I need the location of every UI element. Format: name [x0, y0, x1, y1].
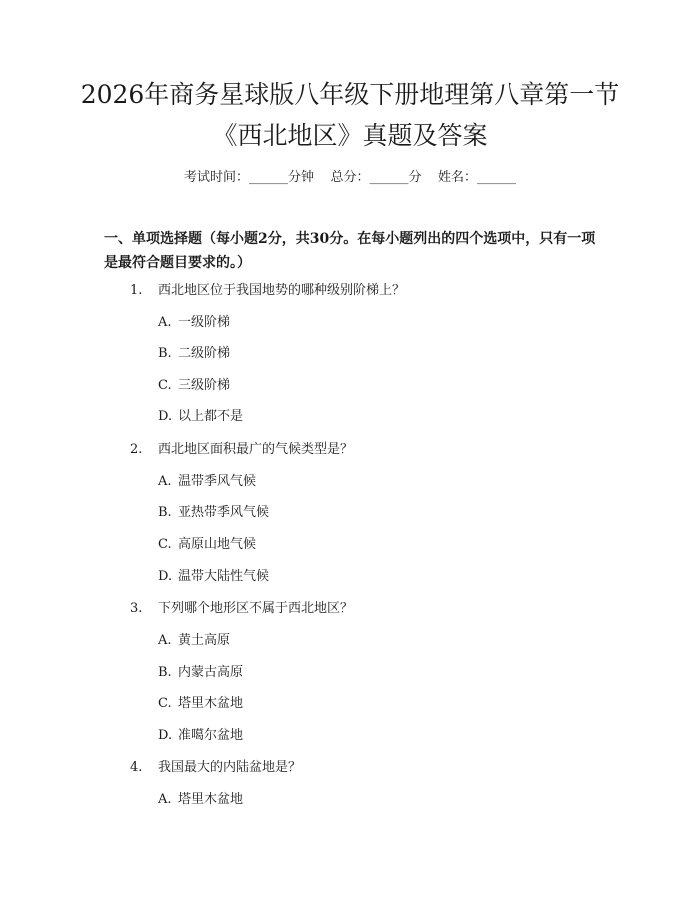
question-number: 4.	[130, 760, 143, 775]
option-2c	[158, 535, 256, 555]
question-1	[130, 281, 405, 301]
option-letter: D.	[158, 728, 173, 743]
option-letter: A.	[158, 315, 172, 330]
option-letter: C.	[158, 696, 172, 711]
option-3b	[158, 663, 243, 683]
option-letter: D.	[158, 409, 173, 424]
exam-info-line: 考试时间：______分钟 总分：______分 姓名：______	[183, 170, 517, 185]
question-4	[130, 758, 301, 778]
option-letter: A.	[158, 633, 172, 648]
option-2a	[158, 472, 256, 492]
option-2d	[158, 567, 269, 587]
document-title: 2026年商务星球版八年级下册地理第八章第一节《西北地区》真题及答案	[80, 80, 620, 150]
question-number: 3.	[130, 601, 143, 616]
option-3d	[158, 726, 243, 746]
option-text: 高原山地气候	[178, 537, 257, 552]
option-3c	[158, 694, 243, 714]
option-1c	[158, 376, 230, 396]
question-3	[130, 599, 353, 619]
option-text: 黄土高原	[178, 633, 231, 648]
option-letter: A.	[158, 792, 172, 807]
question-text: 我国最大的内陆盆地是？	[158, 760, 302, 775]
option-1a	[158, 313, 230, 333]
option-text: 亚热带季风气候	[178, 505, 270, 520]
option-text: 塔里木盆地	[178, 792, 244, 807]
option-letter: B.	[158, 346, 172, 361]
option-text: 以上都不是	[178, 409, 244, 424]
option-letter: A.	[158, 474, 172, 489]
option-text: 二级阶梯	[178, 346, 231, 361]
question-text: 西北地区位于我国地势的哪种级别阶梯上？	[158, 283, 406, 298]
question-2	[130, 440, 353, 460]
option-letter: C.	[158, 378, 172, 393]
option-3a	[158, 631, 230, 651]
option-text: 塔里木盆地	[178, 696, 244, 711]
option-1d	[158, 407, 243, 427]
option-letter: C.	[158, 537, 172, 552]
option-4a	[158, 790, 243, 810]
option-text: 温带季风气候	[178, 474, 257, 489]
option-letter: B.	[158, 665, 172, 680]
option-text: 内蒙古高原	[178, 665, 244, 680]
option-2b	[158, 503, 269, 523]
section-heading: 一、单项选择题（每小题2分，共30分。在每小题列出的四个选项中，只有一项是最符合题目要求的。）	[104, 231, 596, 271]
option-text: 一级阶梯	[178, 315, 231, 330]
question-number: 1.	[130, 283, 143, 298]
question-text: 西北地区面积最广的气候类型是？	[158, 442, 354, 457]
option-1b	[158, 344, 230, 364]
option-letter: D.	[158, 569, 173, 584]
option-text: 准噶尔盆地	[178, 728, 244, 743]
question-number: 2.	[130, 442, 143, 457]
option-text: 三级阶梯	[178, 378, 231, 393]
question-text: 下列哪个地形区不属于西北地区？	[158, 601, 354, 616]
option-text: 温带大陆性气候	[178, 569, 270, 584]
option-letter: B.	[158, 505, 172, 520]
